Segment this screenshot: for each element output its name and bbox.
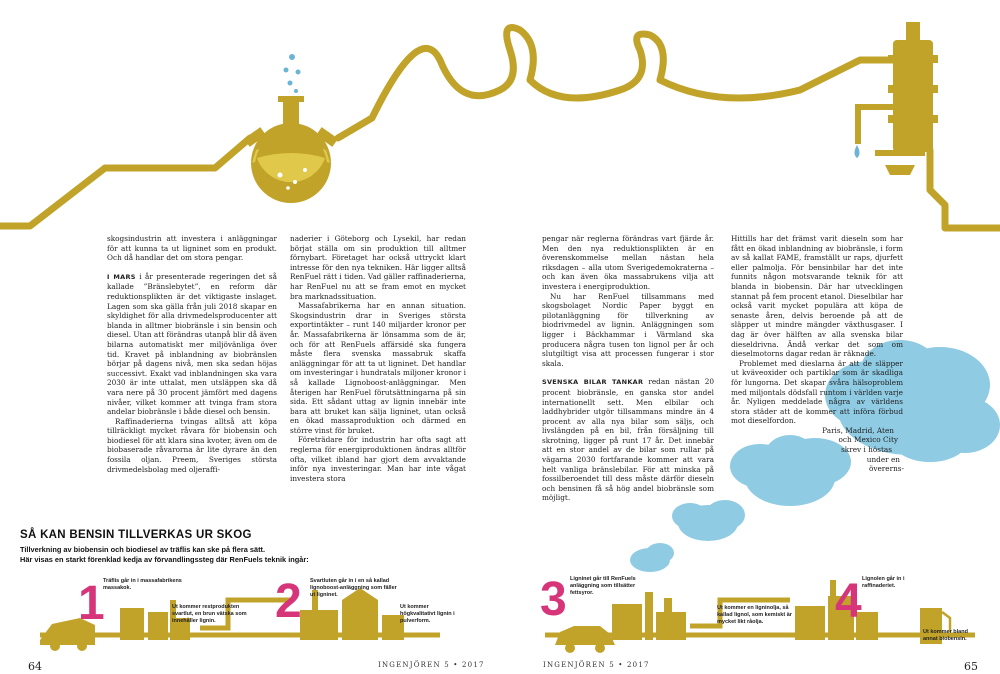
tail-line: under en xyxy=(866,454,900,464)
text-column-4 xyxy=(731,234,903,474)
paragraph: Massafabrikerna har en annan situation. Skogsindustrin drar in Sveriges största exportintäkter – runt 140 miljarder kronor per år. Massafabrikerna är lönsamma som de är, och för att RenFuels affärsidé ska fungera måste flera svenska massabruk skaffa anläggningar för att ta ut ligninet. Det handlar om investeringar i hundratals miljoner kronor i så kallade Lignoboost-anläggningar. Men återigen har RenFuel förutsättningarna på sin sida. Ett sådant uttag av lignin innebär inte bara att bruket kan sälja ligninet, utan också en ökad massaproduktion och därmed en större vinst för bruket. xyxy=(290,301,466,435)
step-1-text: Träflis går in i massafabrikens massakok. xyxy=(103,578,182,591)
lead-in: SVENSKA BILAR TANKAR xyxy=(542,378,644,387)
text-column-1 xyxy=(107,234,277,474)
paragraph-text: redan nästan 20 procent biobränsle, en ganska stor andel internationellt sett. Men elbilar och laddhybrider utgör tillsammans mindre än 4 procent av alla nya bilar som säljs, och livslängden på en bil, från försäljning till skrotning, ligger på runt 17 år. Det innebär att en stor andel av de bilar som rullar på vägarna 2030 fortfarande kommer att vara helt vanliga bränslebilar. För att minska på fossilberoendet till dess måste därför dieseln och bensinen få så hög andel biobränsle som möjligt. xyxy=(542,377,714,503)
top-pipe-illustration xyxy=(0,28,1000,229)
tail-line: övererns- xyxy=(868,464,904,474)
footer-right: INGENJÖREN 5 • 2017 xyxy=(543,661,650,669)
paragraph: skogsindustrin att investera i anläggningar för att kunna ta ut ligninet som en produkt. Och då handlar det om stora pengar. xyxy=(107,234,277,263)
paragraph: pengar när reglerna förändras vart fjärde år. Men den nya reduktionsplikten är en överenskommelse mellan nästan hela riksdagen – alla utom Sverigedemokraterna – och kan även öka massabrukens vilja att investera i energiproduktion. xyxy=(542,234,714,291)
tail-line: skrev i höstas xyxy=(841,445,892,455)
paragraph: naderier i Göteborg och Lysekil, har redan börjat ställa om sin produktion till alltmer förnybart. Företaget har också uttryckt klart intresse för den nya tekniken. Här ligger alltså RenFuel rätt i tiden. Vad gäller raffinaderierna, har RenFuel nu att se fram emot en mycket bra marknadssituation. xyxy=(290,234,466,301)
paragraph: Företrädare för industrin har ofta sagt att reglerna för energiproduktionen ändras alltför ofta, vilket ibland har gjort dem avvaktande inför nya investeringar. Man har inte vågat investera stora xyxy=(290,435,466,483)
page-number-left: 64 xyxy=(28,660,42,673)
step-number-2: 2 xyxy=(275,575,302,628)
flask-icon xyxy=(244,96,338,203)
paragraph xyxy=(107,272,277,417)
page-number-right: 65 xyxy=(964,660,978,673)
bubbles-icon xyxy=(284,54,301,93)
renfuel-plant-icon xyxy=(612,592,686,640)
subtitle-line: Här visas en starkt förenklad kedja av förvandlingssteg där RenFuels teknik ingår: xyxy=(20,555,309,564)
infographic-subtitle xyxy=(20,545,440,565)
step-2-text: Svartluten går in i en så kallad lignoboost-anläggning som fäller ut ligninet. xyxy=(310,578,397,598)
paragraph: Hittills har det främst varit dieseln som har fått en ökad inblandning av biobränsle, i form av så kallat FAME, framställt ur raps, djurfett eller palmolja. För bensinbilar har det inte funnits någon motsvarande teknik för att blanda in biobensin. Där har utvecklingen stannat på fem procent etanol. Dieselbilar har också varit mycket populära att köpa de senaste åren, delvis beroende på att de släpper ut mindre mängder växthusgaser. I dag är över hälften av alla svenska bilar dieseldrivna. Ändå verkar det som om dieselmotorns dagar redan är räknade. xyxy=(731,234,903,359)
step-4-text: Lignolen går in i raffinaderiet. xyxy=(862,576,905,589)
text-column-3 xyxy=(542,234,714,503)
step-number-4: 4 xyxy=(835,575,862,628)
step-3-output: Ut kommer en ligninolja, så kallad lignol, som kemiskt är mycket likt råolja. xyxy=(717,605,792,625)
step-number-3: 3 xyxy=(540,573,567,626)
step-1-output: Ut kommer restprodukten svartlut, en brun vätska som innehåller lignin. xyxy=(172,604,247,624)
lead-in: I MARS xyxy=(107,272,136,281)
paragraph: Problemet med dieslarna är att de släpper ut kväveoxider och partiklar som är skadliga för lungorna. Det skapar svåra hälsoproblem med miljontals dödsfall runtom i världen varje år. Nyligen meddelade några av världens stora städer att de kommer att införa förbud mot dieselfordon. xyxy=(731,358,903,426)
paragraph: Nu har RenFuel tillsammans med skogsbolaget Nordic Paper byggt en pilotanläggning för tillverkning av biodrivmedel av lignin. Anläggningen som ligger i Bäckhammar i Värmland ska producera några tusen ton lignol per år och slutgiltigt visa att processen fungerar i stor skala. xyxy=(542,291,714,368)
text-column-2 xyxy=(290,234,466,483)
footer-left: INGENJÖREN 5 • 2017 xyxy=(378,661,485,669)
drop-icon xyxy=(855,145,860,158)
car-icon xyxy=(555,626,615,653)
paragraph-text: i år presenterade regeringen det så kallade ”Bränslebytet”, en reform där reduktionsplikten är det viktigaste inslaget. Lagen som ska gälla från juli 2018 skapar en skyldighet för alla drivmedelsproducenter att blanda in alltmer biobränsle i sin bensin och diesel. Utan att förändras utanpå blir då även bilarna automatiskt mer miljövänliga över tid. Kravet på inblandning av biobränslen börjar på dagens nivå, men ska sedan höjas successivt. Exakt vad inblandningen ska vara 2030 är inte uttalat, men utsläppen ska då vara nere på 30 procent jämfört med dagens nivåer, vilket kommer att tvinga fram stora andelar biobränsle i både diesel och bensin. xyxy=(107,271,277,417)
tail-line: Paris, Madrid, Aten xyxy=(822,425,894,435)
wrapped-tail xyxy=(731,426,904,474)
tail-line: och Mexico City xyxy=(838,435,898,445)
paragraph: Raffinaderierna tvingas alltså att köpa tillräckligt mycket råvara för biobensin och biodiesel för att klara sina kvoter, även om de biobaserade råvarorna är lite dyrare än den fossila oljan. Preem, Sveriges största drivmedelsbolag med oljeraffi- xyxy=(107,416,277,474)
distillation-icon xyxy=(855,22,938,175)
infographic-title: SÅ KAN BENSIN TILLVERKAS UR SKOG xyxy=(20,529,252,541)
step-2-output: Ut kommer högkvalitativt lignin i pulverform. xyxy=(400,604,455,624)
step-number-1: 1 xyxy=(78,577,105,630)
step-4-output: Ut kommer bland annat biobensin. xyxy=(923,629,968,642)
step-3-text: Ligninet går till RenFuels anläggning som tillsätter fettsyror. xyxy=(570,576,636,596)
paragraph xyxy=(542,377,714,503)
subtitle-line: Tillverkning av biobensin och biodiesel av träflis kan ske på flera sätt. xyxy=(20,545,266,554)
